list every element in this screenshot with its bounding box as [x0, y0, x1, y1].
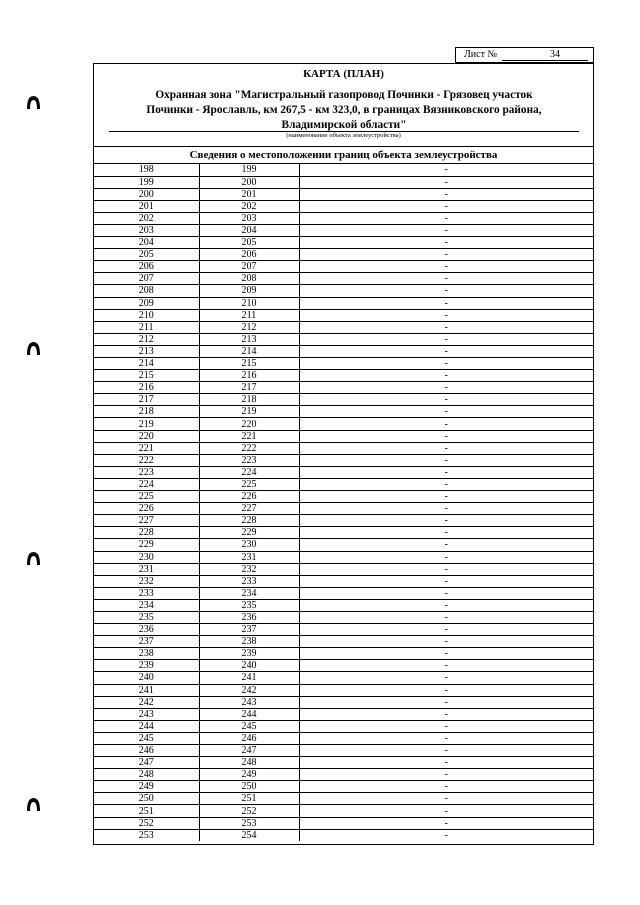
point-to-cell: 212 [199, 321, 299, 333]
table-row [94, 817, 593, 829]
table-row [94, 672, 593, 684]
table-row [94, 599, 593, 611]
value-cell: - [299, 648, 593, 660]
point-to-cell: 243 [199, 696, 299, 708]
point-to-cell: 246 [199, 732, 299, 744]
point-from-cell: 198 [94, 164, 199, 176]
point-from-cell: 248 [94, 769, 199, 781]
value-cell: - [299, 164, 593, 176]
point-to-cell: 238 [199, 636, 299, 648]
section-title: Сведения о местоположении границ объекта землеустройства [189, 149, 498, 161]
point-to-cell: 208 [199, 273, 299, 285]
point-from-cell: 240 [94, 672, 199, 684]
value-cell: - [299, 491, 593, 503]
value-cell: - [299, 212, 593, 224]
sheet-label: Лист № [464, 49, 497, 60]
value-cell: - [299, 406, 593, 418]
value-cell: - [299, 636, 593, 648]
point-from-cell: 234 [94, 599, 199, 611]
value-cell: - [299, 503, 593, 515]
table-row [94, 708, 593, 720]
point-to-cell: 254 [199, 829, 299, 841]
table-row [94, 587, 593, 599]
point-to-cell: 222 [199, 442, 299, 454]
point-to-cell: 251 [199, 793, 299, 805]
table-row [94, 636, 593, 648]
table-row [94, 515, 593, 527]
point-to-cell: 240 [199, 660, 299, 672]
point-from-cell: 246 [94, 745, 199, 757]
value-cell: - [299, 297, 593, 309]
value-cell: - [299, 370, 593, 382]
value-cell: - [299, 732, 593, 744]
value-cell: - [299, 696, 593, 708]
value-cell: - [299, 309, 593, 321]
binder-hole-icon [26, 341, 41, 356]
object-name [109, 88, 579, 133]
value-cell: - [299, 430, 593, 442]
point-to-cell: 227 [199, 503, 299, 515]
table-row [94, 732, 593, 744]
point-from-cell: 228 [94, 527, 199, 539]
point-to-cell: 224 [199, 466, 299, 478]
value-cell: - [299, 478, 593, 490]
value-cell: - [444, 829, 448, 841]
table-row [94, 745, 593, 757]
table-row [94, 684, 593, 696]
value-cell: - [299, 466, 593, 478]
point-from-cell: 236 [94, 624, 199, 636]
value-cell: - [299, 575, 593, 587]
point-from-cell: 216 [94, 382, 199, 394]
table-row [94, 430, 593, 442]
point-to-cell: 234 [199, 587, 299, 599]
point-to-cell: 242 [199, 684, 299, 696]
point-to-cell: 219 [199, 406, 299, 418]
point-from-cell: 225 [94, 491, 199, 503]
table-row [94, 527, 593, 539]
point-from-cell: 230 [94, 551, 199, 563]
page-title: КАРТА (ПЛАН) [303, 68, 384, 80]
point-from-cell: 210 [94, 309, 199, 321]
point-to-cell: 217 [199, 382, 299, 394]
point-to-cell: 221 [199, 430, 299, 442]
table-row [94, 442, 593, 454]
value-cell: - [299, 176, 593, 188]
table-row [94, 406, 593, 418]
value-cell: - [299, 805, 593, 817]
value-cell: - [299, 708, 593, 720]
sheet-number: 34 [550, 49, 560, 60]
point-from-cell: 235 [94, 611, 199, 623]
point-to-cell: 223 [199, 454, 299, 466]
table-row [94, 188, 593, 200]
point-to-cell: 241 [199, 672, 299, 684]
value-cell: - [299, 624, 593, 636]
point-from-cell: 241 [94, 684, 199, 696]
point-from-cell: 247 [94, 757, 199, 769]
table-row [94, 539, 593, 551]
point-from-cell: 214 [94, 358, 199, 370]
point-from-cell: 249 [94, 781, 199, 793]
point-to-cell: 225 [199, 478, 299, 490]
point-from-cell: 201 [94, 200, 199, 212]
value-cell: - [299, 539, 593, 551]
point-from-cell: 204 [94, 237, 199, 249]
section-divider-top [94, 146, 593, 147]
table-row [94, 418, 593, 430]
point-to-cell: 211 [199, 309, 299, 321]
point-to-cell: 202 [199, 200, 299, 212]
object-name-line: Починки - Ярославль, км 267,5 - км 323,0, в границах Вязниковского района, [146, 104, 542, 116]
point-from-cell: 207 [94, 273, 199, 285]
point-to-cell: 228 [199, 515, 299, 527]
point-to-cell: 206 [199, 249, 299, 261]
point-to-cell: 204 [199, 224, 299, 236]
table-row [94, 563, 593, 575]
point-from-cell: 227 [94, 515, 199, 527]
table-row [94, 370, 593, 382]
table-row [94, 261, 593, 273]
value-cell: - [299, 563, 593, 575]
table-row [94, 466, 593, 478]
point-to-cell: 250 [199, 781, 299, 793]
value-cell: - [299, 599, 593, 611]
point-to-cell: 233 [199, 575, 299, 587]
point-from-cell: 252 [94, 817, 199, 829]
point-from-cell: 250 [94, 793, 199, 805]
sheet-number-box [455, 47, 594, 63]
value-cell: - [299, 249, 593, 261]
point-from-cell: 205 [94, 249, 199, 261]
point-to-cell: 253 [199, 817, 299, 829]
value-cell: - [299, 382, 593, 394]
point-from-cell: 212 [94, 333, 199, 345]
value-cell: - [299, 515, 593, 527]
table-row [94, 333, 593, 345]
point-to-cell: 205 [199, 237, 299, 249]
object-caption: (наименование объекта землеустройства) [286, 132, 401, 139]
value-cell: - [299, 358, 593, 370]
point-to-cell: 236 [199, 611, 299, 623]
point-from-cell: 239 [94, 660, 199, 672]
table-row [94, 249, 593, 261]
table-row [94, 696, 593, 708]
table-row [94, 285, 593, 297]
point-from-cell: 215 [94, 370, 199, 382]
point-to-cell: 232 [199, 563, 299, 575]
point-from-cell: 242 [94, 696, 199, 708]
point-from-cell: 226 [94, 503, 199, 515]
point-from-cell: 245 [94, 732, 199, 744]
value-cell: - [299, 454, 593, 466]
point-from-cell: 219 [94, 418, 199, 430]
value-cell: - [299, 418, 593, 430]
point-from-cell: 229 [94, 539, 199, 551]
value-cell: - [299, 672, 593, 684]
point-to-cell: 229 [199, 527, 299, 539]
point-to-cell: 248 [199, 757, 299, 769]
value-cell: - [299, 200, 593, 212]
point-to-cell: 200 [199, 176, 299, 188]
table-row [94, 297, 593, 309]
table-row [94, 611, 593, 623]
point-from-cell: 199 [94, 176, 199, 188]
point-to-cell: 214 [199, 345, 299, 357]
table-row [94, 720, 593, 732]
table-row [94, 164, 593, 176]
object-name-line: Охранная зона "Магистральный газопровод Починки - Грязовец участок [155, 89, 533, 101]
point-to-cell: 199 [199, 164, 299, 176]
point-to-cell: 201 [199, 188, 299, 200]
point-to-cell: 235 [199, 599, 299, 611]
point-from-cell: 220 [94, 430, 199, 442]
table-row [94, 321, 593, 333]
sheet-underline [502, 60, 588, 61]
point-to-cell: 226 [199, 491, 299, 503]
point-to-cell: 247 [199, 745, 299, 757]
point-from-cell: 244 [94, 720, 199, 732]
table-row [94, 345, 593, 357]
value-cell: - [299, 188, 593, 200]
point-to-cell: 213 [199, 333, 299, 345]
point-to-cell: 230 [199, 539, 299, 551]
point-from-cell: 231 [94, 563, 199, 575]
object-name-line: Владимирской области" [281, 119, 407, 131]
point-from-cell: 224 [94, 478, 199, 490]
value-cell: - [299, 684, 593, 696]
table-row [94, 309, 593, 321]
point-from-cell: 213 [94, 345, 199, 357]
point-to-cell: 252 [199, 805, 299, 817]
point-from-cell: 233 [94, 587, 199, 599]
point-from-cell: 222 [94, 454, 199, 466]
document-frame [93, 63, 594, 845]
point-from-cell: 202 [94, 212, 199, 224]
value-cell: - [299, 237, 593, 249]
table-row [94, 503, 593, 515]
binder-hole-icon [26, 95, 41, 110]
value-cell: - [299, 551, 593, 563]
value-cell: - [299, 261, 593, 273]
point-from-cell: 238 [94, 648, 199, 660]
table-row [94, 382, 593, 394]
point-to-cell: 245 [199, 720, 299, 732]
point-to-cell: 203 [199, 212, 299, 224]
table-row [94, 237, 593, 249]
value-cell: - [299, 285, 593, 297]
boundary-points-table [94, 164, 593, 841]
point-to-cell: 207 [199, 261, 299, 273]
value-cell: - [299, 527, 593, 539]
point-from-cell: 206 [94, 261, 199, 273]
point-from-cell: 243 [94, 708, 199, 720]
point-to-cell: 218 [199, 394, 299, 406]
value-cell: - [299, 745, 593, 757]
table-row [94, 358, 593, 370]
value-cell: - [299, 817, 593, 829]
point-to-cell: 231 [199, 551, 299, 563]
table-row [94, 624, 593, 636]
point-from-cell: 208 [94, 285, 199, 297]
binder-hole-icon [26, 797, 41, 812]
value-cell: - [299, 273, 593, 285]
point-from-cell: 209 [94, 297, 199, 309]
point-from-cell: 211 [94, 321, 199, 333]
table-row [94, 781, 593, 793]
value-cell: - [299, 442, 593, 454]
point-from-cell: 217 [94, 394, 199, 406]
value-cell: - [299, 333, 593, 345]
table-row [94, 491, 593, 503]
point-to-cell: 209 [199, 285, 299, 297]
value-cell: - [299, 757, 593, 769]
binder-hole-icon [26, 551, 41, 566]
value-cell: - [299, 720, 593, 732]
table-row [94, 454, 593, 466]
table-row [94, 769, 593, 781]
point-from-cell: 237 [94, 636, 199, 648]
table-row [94, 551, 593, 563]
point-to-cell: 220 [199, 418, 299, 430]
point-to-cell: 249 [199, 769, 299, 781]
point-from-cell: 223 [94, 466, 199, 478]
table-row [94, 200, 593, 212]
table-row [94, 212, 593, 224]
value-cell: - [299, 611, 593, 623]
table-row [94, 648, 593, 660]
table-row [94, 394, 593, 406]
table-row [94, 478, 593, 490]
table-row [94, 805, 593, 817]
point-from-cell: 253 [94, 829, 199, 841]
point-from-cell: 200 [94, 188, 199, 200]
value-cell: - [299, 769, 593, 781]
value-cell: - [299, 587, 593, 599]
table-row [94, 176, 593, 188]
point-to-cell: 239 [199, 648, 299, 660]
value-cell: - [299, 224, 593, 236]
point-from-cell: 232 [94, 575, 199, 587]
value-cell: - [299, 394, 593, 406]
point-from-cell: 251 [94, 805, 199, 817]
point-from-cell: 218 [94, 406, 199, 418]
point-to-cell: 215 [199, 358, 299, 370]
table-body [94, 164, 593, 841]
value-cell: - [299, 660, 593, 672]
value-cell: - [299, 345, 593, 357]
table-row [94, 793, 593, 805]
table-row [94, 829, 593, 841]
point-from-cell: 221 [94, 442, 199, 454]
table-row [94, 575, 593, 587]
point-to-cell: 244 [199, 708, 299, 720]
table-row [94, 757, 593, 769]
point-from-cell: 203 [94, 224, 199, 236]
table-row [94, 273, 593, 285]
point-to-cell: 237 [199, 624, 299, 636]
point-to-cell: 210 [199, 297, 299, 309]
table-row [94, 224, 593, 236]
value-cell: - [299, 793, 593, 805]
value-cell: - [299, 781, 593, 793]
point-to-cell: 216 [199, 370, 299, 382]
table-row [94, 660, 593, 672]
value-cell: - [299, 321, 593, 333]
